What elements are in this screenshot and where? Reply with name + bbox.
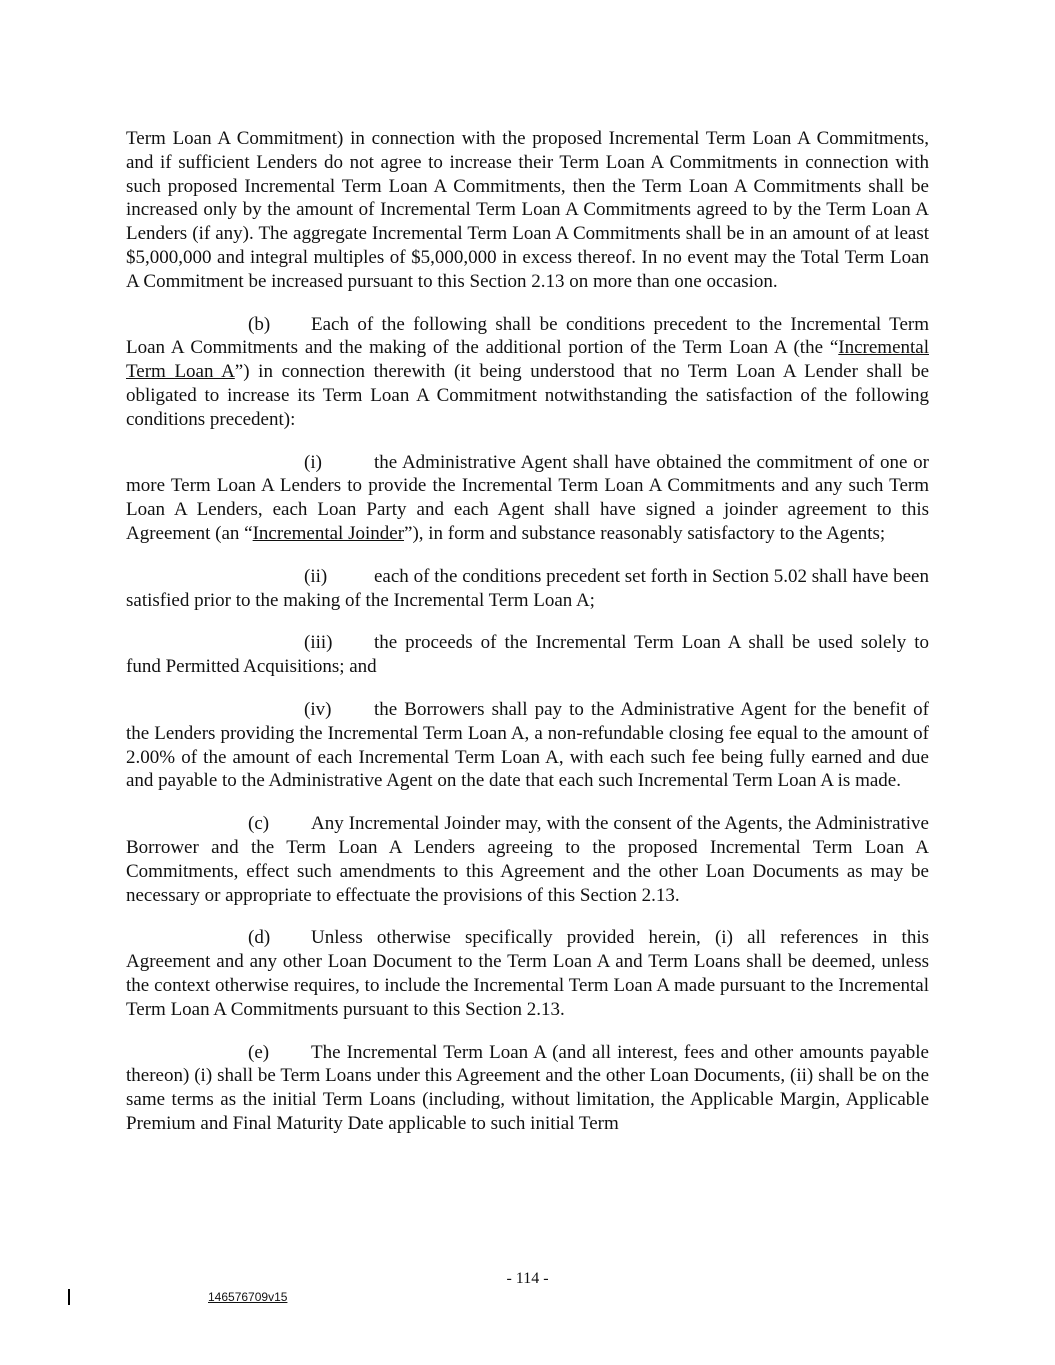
paragraph-c (126, 812, 929, 907)
document-page (126, 127, 929, 1155)
paragraph-iv-label: (iv) (304, 698, 332, 720)
paragraph-ii-label: (ii) (304, 565, 328, 587)
page-number: - 114 - (506, 1270, 549, 1287)
paragraph-e-text: The Incremental Term Loan A (and all interest, fees and other amounts payable thereon) (i) shall be Term Loans under this Agreement and the other Loan Documents, (ii) shall be on the same terms as the initial Term Loans (including, without limitation, the Applicable Margin, Applicable Premium and Final Maturity Date applicable to such initial Term (126, 1041, 929, 1134)
paragraph-ii (126, 565, 929, 613)
paragraph-b-text-before: Each of the following shall be conditions precedent to the Incremental Term Loan A Commitments and the making of the additional portion of the Term Loan A (the “ (126, 313, 929, 359)
paragraph-d (126, 926, 929, 1021)
paragraph-b (126, 313, 929, 432)
defined-term-incremental-term-loan-a: Incremental Term Loan A (126, 337, 929, 383)
paragraph-iii (126, 631, 929, 679)
paragraph-d-label: (d) (248, 927, 271, 949)
paragraph-ii-text: each of the conditions precedent set forth in Section 5.02 shall have been satisfied prior to the making of the Incremental Term Loan A; (126, 565, 929, 611)
paragraph-e-label: (e) (248, 1041, 270, 1063)
continuation-text: Term Loan A Commitment) in connection with the proposed Incremental Term Loan A Commitments, and if sufficient Lenders do not agree to increase their Term Loan A Commitments in connection with such proposed Incremental Term Loan A Commitments, then the Term Loan A Commitments shall be increased only by the amount of Incremental Term Loan A Commitments agreed to by the Term Loan A Lenders (if any). The aggregate Incremental Term Loan A Commitments shall be in an amount of at least $5,000,000 and integral multiples of $5,000,000 in excess thereof. In no event may the Total Term Loan A Commitment be increased pursuant to this Section 2.13 on more than one occasion. (126, 128, 929, 292)
paragraph-b-label: (b) (248, 313, 271, 335)
revision-bar (68, 1289, 70, 1305)
paragraph-i-label: (i) (304, 451, 322, 473)
paragraph-iii-text: the proceeds of the Incremental Term Loan A shall be used solely to fund Permitted Acquisitions; and (126, 632, 929, 678)
paragraph-e (126, 1041, 929, 1136)
document-id: 146576709v15 (208, 1290, 288, 1304)
paragraph-b-text-after: ”) in connection therewith (it being understood that no Term Loan A Lender shall be obligated to increase its Term Loan A Commitment notwithstanding the satisfaction of the following conditions precedent): (126, 361, 929, 430)
defined-term-incremental-joinder: Incremental Joinder (252, 522, 405, 544)
paragraph-i-text-after: ”), in form and substance reasonably satisfactory to the Agents; (404, 522, 886, 544)
paragraph-i-text-before: the Administrative Agent shall have obtained the commitment of one or more Term Loan A Lenders to provide the Incremental Term Loan A Commitments and any such Term Loan A Lenders, each Loan Party and each Agent shall have signed a joinder agreement to this Agreement (an “ (126, 451, 929, 544)
paragraph-i (126, 451, 929, 546)
paragraph-iv (126, 698, 929, 793)
paragraph-iii-label: (iii) (304, 632, 333, 654)
paragraph-d-text: Unless otherwise specifically provided herein, (i) all references in this Agreement and any other Loan Document to the Term Loan A and Term Loans shall be deemed, unless the context otherwise requires, to include the Incremental Term Loan A made pursuant to the Incremental Term Loan A Commitments pursuant to this Section 2.13. (126, 927, 929, 1020)
paragraph-c-text: Any Incremental Joinder may, with the consent of the Agents, the Administrative Borrower and the Term Loan A Lenders agreeing to the proposed Incremental Term Loan A Commitments, effect such amendments to this Agreement and the other Loan Documents as may be necessary or appropriate to effectuate the provisions of this Section 2.13. (126, 813, 929, 906)
continuation-paragraph (126, 127, 929, 294)
paragraph-c-label: (c) (248, 813, 270, 835)
paragraph-iv-text: the Borrowers shall pay to the Administrative Agent for the benefit of the Lenders providing the Incremental Term Loan A, a non-refundable closing fee equal to the amount of 2.00% of the amount of each Incremental Term Loan A, with each such fee being fully earned and due and payable to the Administrative Agent on the date that each such Incremental Term Loan A is made. (126, 698, 929, 792)
